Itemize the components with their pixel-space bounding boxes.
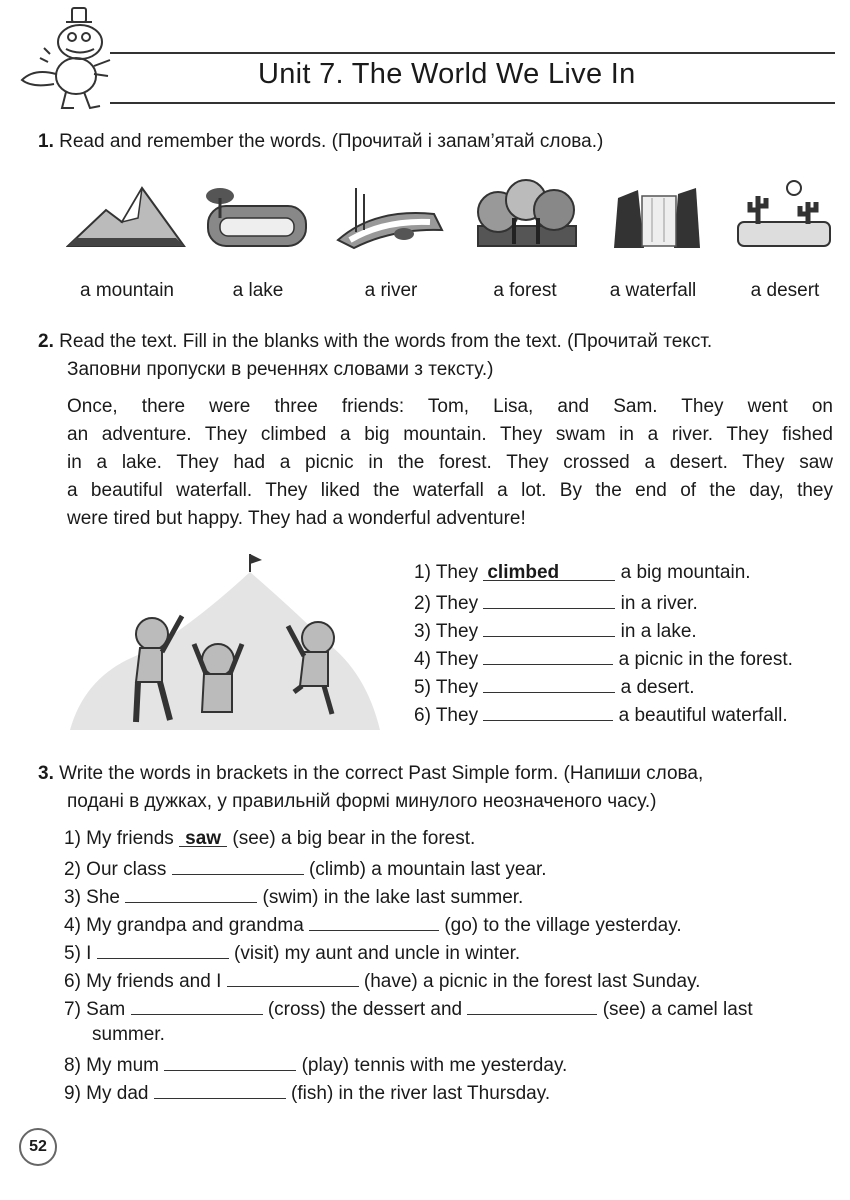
item-text: (fish) in the river last Thursday. [291,1083,551,1104]
answer-field[interactable] [483,618,615,637]
item-text: 1) My friends [64,828,174,849]
list-item [64,856,547,881]
item-text: 6) My friends and I [64,971,222,992]
climbers-illustration [66,552,384,736]
list-item [64,828,475,850]
page-number: 52 [19,1128,57,1166]
list-item [64,912,682,937]
answer-field[interactable]: climbed [483,562,615,581]
mountain-icon [66,178,188,250]
item-number: 5) They [414,677,479,698]
answer-field[interactable] [467,996,597,1015]
instruction-text: Write the words in brackets in the correct Past Simple form. (Напиши слова, [59,763,704,784]
item-text: 4) My grandpa and grandma [64,915,304,936]
answer-field[interactable] [164,1052,296,1071]
answer-field[interactable] [483,646,613,665]
forest-icon [474,178,580,250]
list-item [64,968,700,993]
item-text: (play) tennis with me yesterday. [301,1055,568,1076]
answer-field[interactable] [483,590,615,609]
word-desert: a desert [750,280,820,301]
text-line: Once, there were three friends: Tom, Lisa, and Sam. They went on [67,396,833,417]
item-number: 3) They [414,621,479,642]
answer-field[interactable] [309,912,439,931]
list-item [414,618,697,643]
lake-icon [204,184,310,250]
text-line: were tired but happy. They had a wonderful adventure! [67,508,526,529]
list-item [414,562,751,584]
instruction-text: Read the text. Fill in the blanks with the words from the text. (Прочитай текст. [59,331,713,352]
text-line: in a lake. They had a picnic in the forest. They crossed a desert. They saw [67,452,833,473]
answer-field[interactable] [131,996,263,1015]
item-text: in a lake. [620,621,697,642]
word-mountain: a mountain [79,280,174,301]
list-item [64,996,753,1021]
list-item-continuation: summer. [92,1024,165,1045]
item-text: (go) to the village yesterday. [444,915,682,936]
exercise-number: 1. [38,131,54,152]
answer-field[interactable] [125,884,257,903]
item-text: (see) a big bear in the forest. [232,828,476,849]
page-title: Unit 7. The World We Live In [258,58,636,90]
item-number: 6) They [414,705,479,726]
answer-field[interactable] [227,968,359,987]
answer-field[interactable]: saw [179,828,227,847]
item-text: 2) Our class [64,859,167,880]
item-text: (have) a picnic in the forest last Sunday. [363,971,701,992]
item-number: 4) They [414,649,479,670]
item-text: a big mountain. [620,562,751,583]
list-item [64,940,520,965]
reading-text [67,393,833,533]
word-lake: a lake [232,280,284,301]
fill-in-list [414,562,844,732]
item-text: 9) My dad [64,1083,149,1104]
item-text: (see) a camel last [602,999,753,1020]
list-item [414,702,788,727]
list-item [414,590,698,615]
word-waterfall: a waterfall [609,280,697,301]
item-text: 3) She [64,887,120,908]
waterfall-icon [608,184,704,252]
answer-field[interactable] [97,940,229,959]
item-text: 5) I [64,943,92,964]
item-text: (climb) a mountain last year. [308,859,547,880]
list-item [64,1052,567,1077]
item-text: (swim) in the lake last summer. [262,887,524,908]
item-text: a picnic in the forest. [618,649,793,670]
desert-icon [734,176,834,252]
river-icon [334,184,446,250]
list-item [64,1080,550,1105]
exercise-1-instruction [38,128,603,156]
item-text: 8) My mum [64,1055,159,1076]
word-river: a river [364,280,418,301]
item-text: (cross) the dessert and [267,999,463,1020]
list-item [414,646,793,671]
exercise-number: 2. [38,331,54,352]
item-text: 7) Sam [64,999,126,1020]
item-number: 2) They [414,593,479,614]
item-text: (visit) my aunt and uncle in winter. [234,943,521,964]
item-text: a beautiful waterfall. [618,705,788,726]
list-item [64,884,523,909]
exercise-3-instruction [38,760,703,788]
text-line: a beautiful waterfall. They liked the waterfall a lot. By the end of the day, they [67,480,833,501]
item-text: a desert. [620,677,695,698]
instruction-text: подані в дужках, у правильній формі минулого неозначеного часу.) [67,791,657,812]
instruction-text: Заповни пропуски в реченнях словами з тексту.) [67,359,494,380]
item-number: 1) They [414,562,479,583]
exercise-number: 3. [38,763,54,784]
item-text: in a river. [620,593,698,614]
answer-field[interactable] [154,1080,286,1099]
exercise-2-instruction [38,328,712,356]
list-item [414,674,695,699]
unit-title-banner [110,52,835,104]
instruction-text: Read and remember the words. (Прочитай і запам’ятай слова.) [59,131,604,152]
answer-field[interactable] [483,702,613,721]
answer-field[interactable] [172,856,304,875]
text-line: an adventure. They climbed a big mountain. They swam in a river. They fished [67,424,833,445]
dinosaur-mascot-icon [14,4,114,114]
word-forest: a forest [493,280,557,301]
sentence-list [64,828,844,1108]
answer-field[interactable] [483,674,615,693]
